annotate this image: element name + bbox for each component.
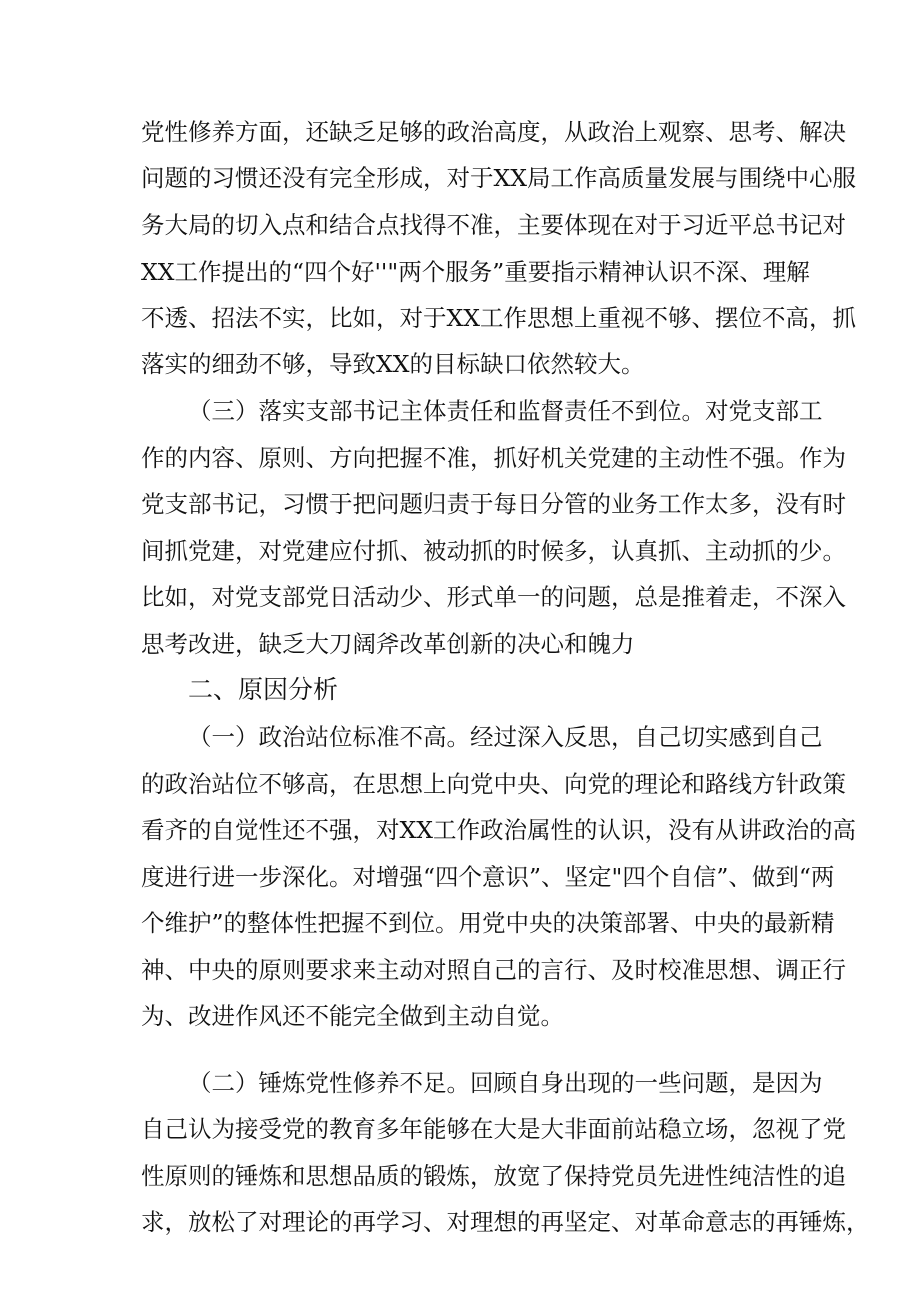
paragraph-line: 问题的习惯还没有完全形成，对于XX局工作高质量发展与围绕中心服 [141,164,856,192]
paragraph-line: XX工作提出的“四个好''"两个服务”重要指示精神认识不深、理解 [141,258,810,286]
paragraph-line: 求，放松了对理论的再学习、对理想的再坚定、对革命意志的再锤炼， [141,1208,870,1236]
paragraph-line: 看齐的自觉性还不强，对XX工作政治属性的认识，没有从讲政治的高 [141,816,856,844]
paragraph-line: 度进行进一步深化。对增强“四个意识”、坚定"四个自信”、做到“两 [141,863,835,891]
paragraph-line: （一）政治站位标准不高。经过深入反思，自己切实感到自己 [188,723,823,751]
paragraph-line: 为、改进作风还不能完全做到主动自觉。 [141,1002,564,1030]
paragraph-line: 性原则的锤炼和思想品质的锻炼，放宽了保持党员先进性纯洁性的追 [141,1162,846,1190]
paragraph-line: 作的内容、原则、方向把握不准，抓好机关党建的主动性不强。作为 [141,444,846,472]
section-heading: 二、原因分析 [188,675,339,704]
paragraph-line: 的政治站位不够高，在思想上向党中央、向党的理论和路线方针政策 [141,770,846,798]
paragraph-line: 个维护”的整体性把握不到位。用党中央的决策部署、中央的最新精 [141,909,835,937]
paragraph-line: （二）锤炼党性修养不足。回顾自身出现的一些问题，是因为 [188,1069,823,1097]
paragraph-line: 党性修养方面，还缺乏足够的政治高度，从政治上观察、思考、解决 [141,118,846,146]
paragraph-line: 思考改进，缺乏大刀阔斧改革创新的决心和魄力 [141,630,635,658]
paragraph-line: 神、中央的原则要求来主动对照自己的言行、及时校准思想、调正行 [141,956,846,984]
paragraph-line: 落实的细劲不够，导致XX的目标缺口依然较大。 [141,350,645,378]
paragraph-line: 党支部书记，习惯于把问题归责于每日分管的业务工作太多，没有时 [141,490,846,518]
paragraph-line: 比如，对党支部党日活动少、形式单一的问题，总是推着走，不深入 [141,583,846,611]
paragraph-line: 自己认为接受党的教育多年能够在大是大非面前站稳立场，忽视了党 [141,1115,846,1143]
paragraph-line: 间抓党建，对党建应付抓、被动抓的时候多，认真抓、主动抓的少。 [141,537,846,565]
paragraph-line: 务大局的切入点和结合点找得不准，主要体现在对于习近平总书记对 [141,211,846,239]
paragraph-line: （三）落实支部书记主体责任和监督责任不到位。对党支部工 [188,397,823,425]
paragraph-line: 不透、招法不实，比如，对于XX工作思想上重视不够、摆位不高，抓 [141,304,856,332]
